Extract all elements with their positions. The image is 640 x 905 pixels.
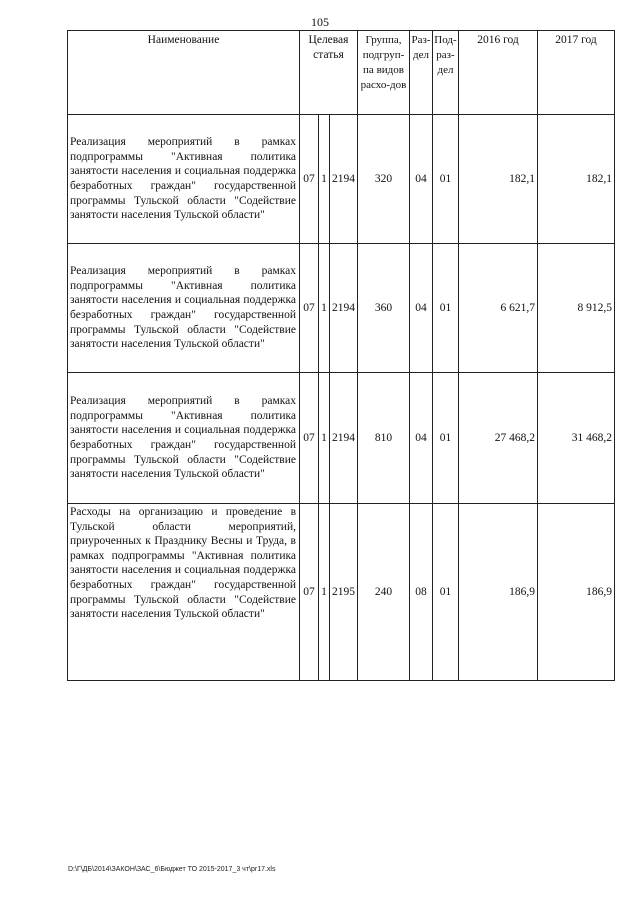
row-name: Реализация мероприятий в рамках подпрограммы "Активная политика занятости населения и социальная поддержка безработных граждан" государственной программы Тульской области "Содействие занятости населения Тульской области"	[68, 115, 300, 244]
row-amount-2017: 186,9	[538, 504, 615, 681]
row-direction-code: 2194	[330, 244, 358, 373]
row-program-code: 07	[300, 115, 319, 244]
row-amount-2016: 6 621,7	[459, 244, 538, 373]
row-program-code: 07	[300, 373, 319, 504]
page-number: 105	[311, 15, 329, 29]
header-subsection: Под-раз-дел	[433, 31, 459, 115]
row-direction-code: 2194	[330, 373, 358, 504]
file-path-footer: D:\Г\ДБ\2014\ЗАКОН\ЗАС_6\Бюджет ТО 2015-2017_3 чт\pr17.xls	[68, 866, 276, 873]
row-name: Реализация мероприятий в рамках подпрограммы "Активная политика занятости населения и социальная поддержка безработных граждан" государственной программы Тульской области "Содействие занятости населения Тульской области"	[68, 244, 300, 373]
header-section: Раз-дел	[410, 31, 433, 115]
row-amount-2016: 27 468,2	[459, 373, 538, 504]
row-expense-group: 810	[358, 373, 410, 504]
header-year-2016: 2016 год	[459, 31, 538, 115]
table-row	[68, 244, 615, 373]
row-direction-code: 2194	[330, 115, 358, 244]
row-subprogram-code: 1	[319, 504, 330, 681]
row-program-code: 07	[300, 244, 319, 373]
row-subsection: 01	[433, 115, 459, 244]
header-year-2017: 2017 год	[538, 31, 615, 115]
budget-table	[67, 30, 615, 681]
header-target-article: Целевая статья	[300, 31, 358, 115]
header-name: Наименование	[68, 31, 300, 115]
row-subsection: 01	[433, 504, 459, 681]
row-amount-2016: 186,9	[459, 504, 538, 681]
row-expense-group: 320	[358, 115, 410, 244]
row-subsection: 01	[433, 373, 459, 504]
row-section: 04	[410, 373, 433, 504]
row-subprogram-code: 1	[319, 373, 330, 504]
table-row	[68, 504, 615, 681]
row-amount-2017: 31 468,2	[538, 373, 615, 504]
table-row	[68, 373, 615, 504]
row-amount-2016: 182,1	[459, 115, 538, 244]
row-amount-2017: 8 912,5	[538, 244, 615, 373]
table-row	[68, 115, 615, 244]
row-subsection: 01	[433, 244, 459, 373]
row-name: Реализация мероприятий в рамках подпрограммы "Активная политика занятости населения и социальная поддержка безработных граждан" государственной программы Тульской области "Содействие занятости населения Тульской области"	[68, 373, 300, 504]
row-program-code: 07	[300, 504, 319, 681]
row-subprogram-code: 1	[319, 115, 330, 244]
row-direction-code: 2195	[330, 504, 358, 681]
row-subprogram-code: 1	[319, 244, 330, 373]
row-expense-group: 360	[358, 244, 410, 373]
header-expense-group: Группа, подгруп-па видов расхо-дов	[358, 31, 410, 115]
row-section: 04	[410, 115, 433, 244]
row-section: 08	[410, 504, 433, 681]
row-expense-group: 240	[358, 504, 410, 681]
row-name: Расходы на организацию и проведение в Тульской области мероприятий, приуроченных к Празднику Весны и Труда, в рамках подпрограммы "Активная политика занятости населения и социальная поддержка безработных граждан" государственной программы Тульской области "Содействие занятости населения Тульской области"	[68, 504, 300, 681]
row-amount-2017: 182,1	[538, 115, 615, 244]
row-section: 04	[410, 244, 433, 373]
table-header-row	[68, 31, 615, 115]
